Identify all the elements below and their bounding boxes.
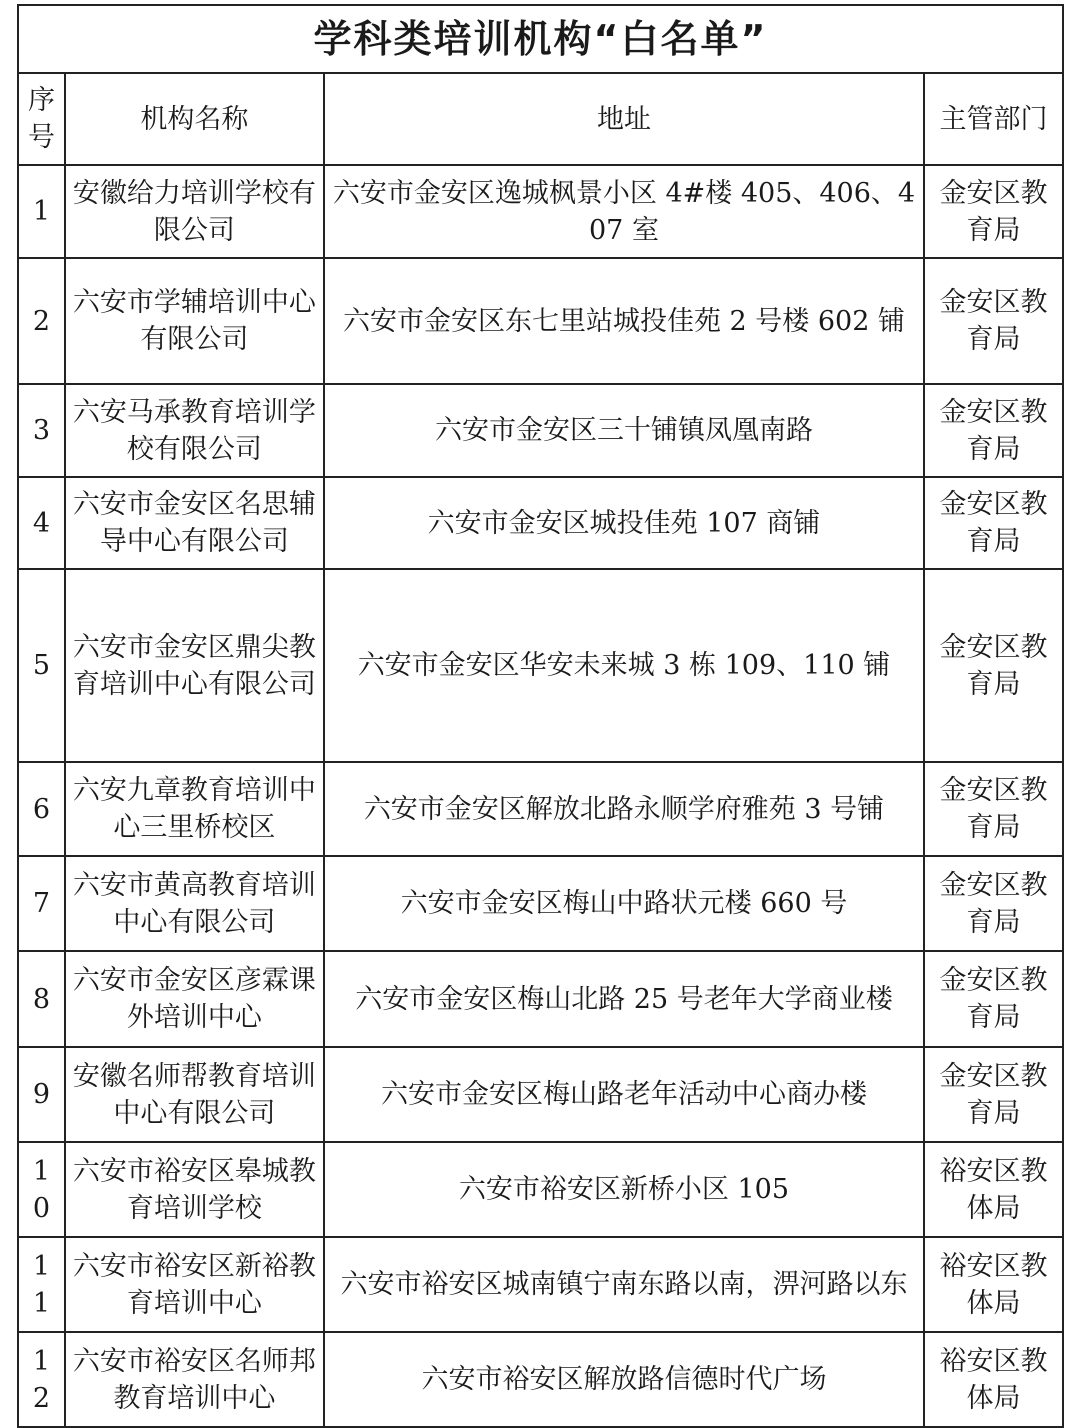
row-no: 12 — [18, 1332, 65, 1427]
row-name: 六安市裕安区皋城教育培训学校 — [65, 1142, 324, 1237]
row-address: 六安市金安区三十铺镇凤凰南路 — [324, 384, 924, 477]
row-dept: 金安区教育局 — [924, 165, 1063, 258]
row-dept: 裕安区教体局 — [924, 1332, 1063, 1427]
row-no: 3 — [18, 384, 65, 477]
row-no: 10 — [18, 1142, 65, 1237]
row-name: 六安市学辅培训中心有限公司 — [65, 258, 324, 384]
row-dept: 裕安区教体局 — [924, 1237, 1063, 1332]
row-dept: 金安区教育局 — [924, 258, 1063, 384]
row-address: 六安市金安区梅山路老年活动中心商办楼 — [324, 1047, 924, 1142]
table-row — [18, 569, 1063, 762]
row-no: 9 — [18, 1047, 65, 1142]
table-title: 学科类培训机构“白名单” — [18, 5, 1063, 73]
title-row — [18, 5, 1063, 73]
row-no: 8 — [18, 951, 65, 1047]
row-no: 4 — [18, 477, 65, 569]
row-dept: 金安区教育局 — [924, 477, 1063, 569]
row-address: 六安市金安区梅山北路 25 号老年大学商业楼 — [324, 951, 924, 1047]
row-no: 7 — [18, 856, 65, 951]
row-dept: 金安区教育局 — [924, 762, 1063, 856]
table-row — [18, 1332, 1063, 1427]
table-row — [18, 762, 1063, 856]
row-address: 六安市裕安区城南镇宁南东路以南，淠河路以东 — [324, 1237, 924, 1332]
header-no: 序号 — [18, 73, 65, 165]
table-row — [18, 856, 1063, 951]
row-dept: 金安区教育局 — [924, 569, 1063, 762]
row-address: 六安市金安区东七里站城投佳苑 2 号楼 602 铺 — [324, 258, 924, 384]
row-name: 安徽名师帮教育培训中心有限公司 — [65, 1047, 324, 1142]
header-name: 机构名称 — [65, 73, 324, 165]
table-row — [18, 1047, 1063, 1142]
header-row — [18, 73, 1063, 165]
row-no: 1 — [18, 165, 65, 258]
table-row — [18, 477, 1063, 569]
row-address: 六安市金安区城投佳苑 107 商铺 — [324, 477, 924, 569]
table-row — [18, 1237, 1063, 1332]
row-name: 安徽给力培训学校有限公司 — [65, 165, 324, 258]
row-no: 5 — [18, 569, 65, 762]
table-row — [18, 951, 1063, 1047]
row-name: 六安市金安区名思辅导中心有限公司 — [65, 477, 324, 569]
table-row — [18, 258, 1063, 384]
row-address: 六安市裕安区新桥小区 105 — [324, 1142, 924, 1237]
row-name: 六安九章教育培训中心三里桥校区 — [65, 762, 324, 856]
table-row — [18, 165, 1063, 258]
row-dept: 金安区教育局 — [924, 951, 1063, 1047]
row-address: 六安市裕安区解放路信德时代广场 — [324, 1332, 924, 1427]
row-name: 六安市裕安区名师邦教育培训中心 — [65, 1332, 324, 1427]
row-name: 六安马承教育培训学校有限公司 — [65, 384, 324, 477]
row-no: 6 — [18, 762, 65, 856]
row-dept: 金安区教育局 — [924, 1047, 1063, 1142]
whitelist-table — [17, 4, 1064, 1428]
row-address: 六安市金安区梅山中路状元楼 660 号 — [324, 856, 924, 951]
table-row — [18, 1142, 1063, 1237]
row-dept: 金安区教育局 — [924, 856, 1063, 951]
row-dept: 裕安区教体局 — [924, 1142, 1063, 1237]
row-address: 六安市金安区逸城枫景小区 4#楼 405、406、407 室 — [324, 165, 924, 258]
row-name: 六安市金安区彦霖课外培训中心 — [65, 951, 324, 1047]
row-dept: 金安区教育局 — [924, 384, 1063, 477]
row-no: 11 — [18, 1237, 65, 1332]
row-name: 六安市黄高教育培训中心有限公司 — [65, 856, 324, 951]
row-name: 六安市金安区鼎尖教育培训中心有限公司 — [65, 569, 324, 762]
row-address: 六安市金安区华安未来城 3 栋 109、110 铺 — [324, 569, 924, 762]
table-row — [18, 384, 1063, 477]
header-dept: 主管部门 — [924, 73, 1063, 165]
row-address: 六安市金安区解放北路永顺学府雅苑 3 号铺 — [324, 762, 924, 856]
row-name: 六安市裕安区新裕教育培训中心 — [65, 1237, 324, 1332]
header-address: 地址 — [324, 73, 924, 165]
row-no: 2 — [18, 258, 65, 384]
